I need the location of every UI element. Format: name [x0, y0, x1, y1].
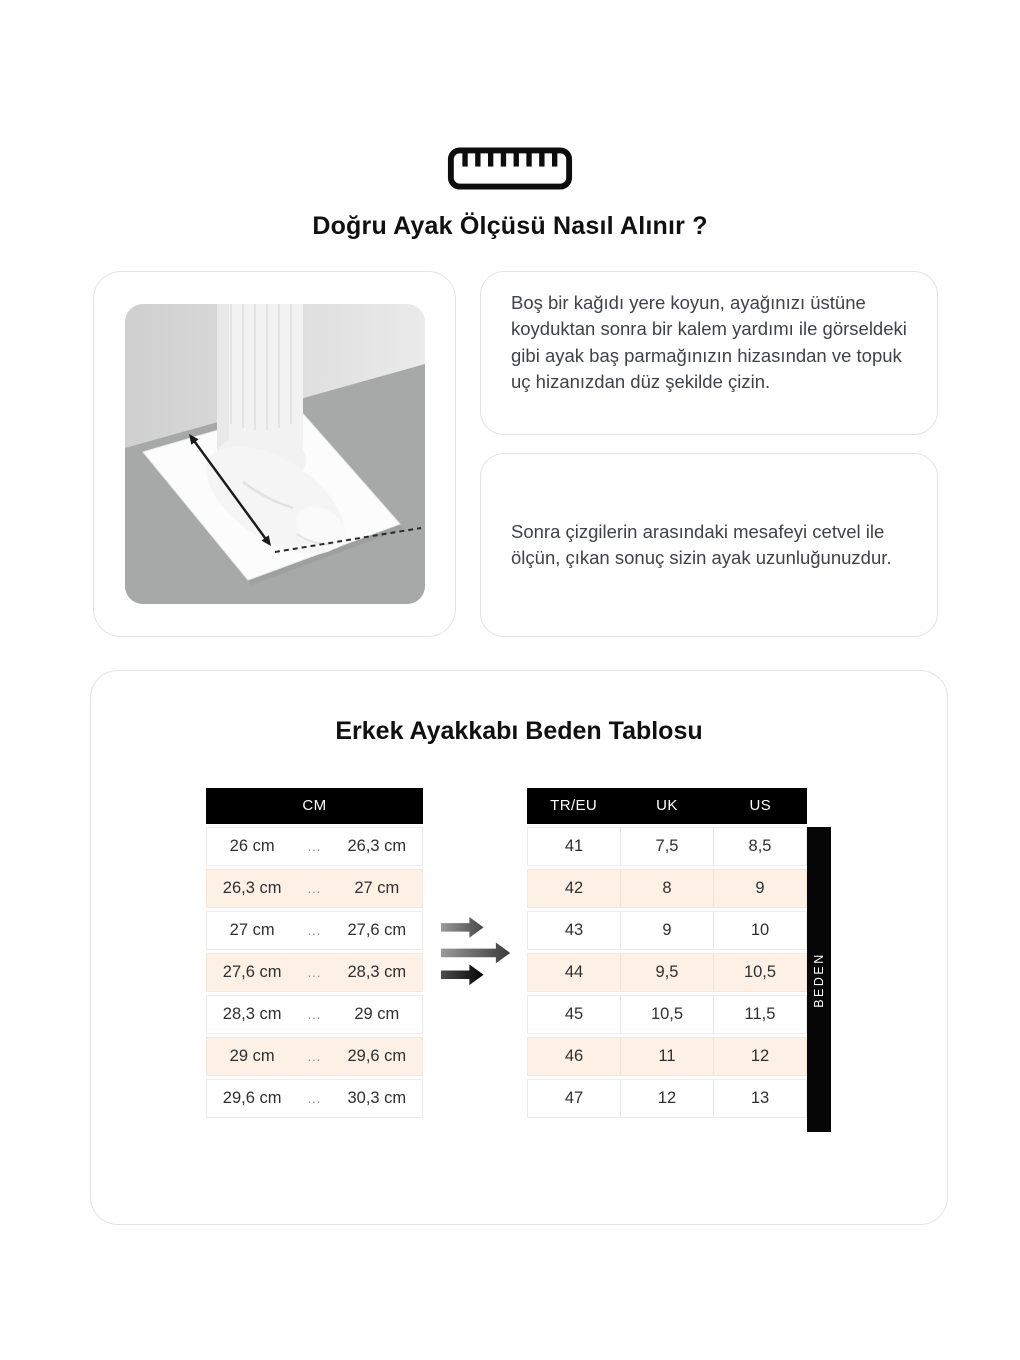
instruction-step-2: [480, 453, 938, 637]
intl-size-table: [527, 788, 807, 1132]
measurement-guide-section: [93, 271, 938, 637]
table-row: [527, 995, 807, 1034]
ruler-icon-wrap: [0, 0, 1020, 190]
intl-table-header: [527, 788, 807, 824]
header-us: US: [749, 797, 772, 814]
cm-from: 26,3 cm: [222, 879, 282, 897]
foot-measurement-photo-card: [93, 271, 456, 637]
cm-to: 27,6 cm: [347, 921, 407, 939]
size-uk: 10,5: [620, 996, 713, 1033]
header-uk: UK: [656, 797, 678, 814]
beden-label-text: BEDEN: [812, 951, 826, 1008]
table-row: [206, 1037, 423, 1076]
intl-table-group: [527, 788, 831, 1132]
size-uk: 12: [620, 1080, 713, 1117]
cm-table-header: CM: [206, 788, 423, 824]
table-row: [206, 869, 423, 908]
header-tr-eu: TR/EU: [550, 797, 598, 814]
size-us: 10,5: [713, 954, 806, 991]
range-dots: ...: [307, 1049, 322, 1064]
cm-to: 27 cm: [354, 879, 400, 897]
table-row: [206, 911, 423, 950]
size-tr: 42: [564, 879, 584, 897]
size-tr: 47: [564, 1089, 584, 1107]
cm-from: 26 cm: [229, 837, 275, 855]
cm-table: [206, 788, 423, 1121]
size-uk: 8: [620, 870, 713, 907]
size-tr: 41: [564, 837, 584, 855]
cm-from: 27,6 cm: [222, 963, 282, 981]
size-tr: 44: [564, 963, 584, 981]
size-us: 11,5: [713, 996, 806, 1033]
range-dots: ...: [307, 1007, 322, 1022]
range-dots: ...: [307, 1091, 322, 1106]
table-row: [527, 953, 807, 992]
cm-to: 28,3 cm: [347, 963, 407, 981]
cm-from: 29,6 cm: [222, 1089, 282, 1107]
range-dots: ...: [307, 965, 322, 980]
page-title: Doğru Ayak Ölçüsü Nasıl Alınır ?: [312, 212, 708, 240]
size-table-title: Erkek Ayakkabı Beden Tablosu: [335, 717, 703, 745]
ruler-icon: [447, 147, 573, 190]
foot-measurement-photo: [125, 304, 425, 604]
size-us: 12: [713, 1038, 806, 1075]
cm-to: 29,6 cm: [347, 1047, 407, 1065]
size-tables: [206, 788, 947, 1132]
range-dots: ...: [307, 839, 322, 854]
instruction-step-1: [480, 271, 938, 435]
cm-from: 28,3 cm: [222, 1005, 282, 1023]
table-row: [527, 827, 807, 866]
instruction-step-1-text: Boş bir kağıdı yere koyun, ayağınızı üstüne koyduktan sonra bir kalem yardımı ile görseldeki gibi ayak baş parmağınızın hizasından ve topuk uç hizanızdan düz şekilde çizin.: [511, 292, 907, 392]
size-uk: 7,5: [620, 828, 713, 865]
table-row: [527, 869, 807, 908]
range-dots: ...: [307, 881, 322, 896]
size-tr: 45: [564, 1005, 584, 1023]
convert-arrows-icon: [440, 916, 512, 993]
size-uk: 9,5: [620, 954, 713, 991]
table-row: [206, 953, 423, 992]
range-dots: ...: [307, 923, 322, 938]
table-row: [527, 1079, 807, 1118]
cm-to: 30,3 cm: [347, 1089, 407, 1107]
cm-to: 26,3 cm: [347, 837, 407, 855]
size-tr: 43: [564, 921, 584, 939]
table-row: [206, 827, 423, 866]
table-row: [206, 1079, 423, 1118]
size-table-section: [90, 670, 948, 1225]
instruction-step-2-text: Sonra çizgilerin arasındaki mesafeyi cetvel ile ölçün, çıkan sonuç sizin ayak uzunluğunuzdur.: [511, 520, 892, 568]
table-row: [206, 995, 423, 1034]
beden-side-label: [807, 827, 831, 1132]
guide-text-column: [480, 271, 938, 637]
size-us: 9: [713, 870, 806, 907]
cm-from: 29 cm: [229, 1047, 275, 1065]
size-us: 13: [713, 1080, 806, 1117]
table-row: [527, 1037, 807, 1076]
table-row: [527, 911, 807, 950]
size-us: 10: [713, 912, 806, 949]
size-us: 8,5: [713, 828, 806, 865]
size-tr: 46: [564, 1047, 584, 1065]
cm-to: 29 cm: [354, 1005, 400, 1023]
size-uk: 9: [620, 912, 713, 949]
cm-from: 27 cm: [229, 921, 275, 939]
size-uk: 11: [620, 1038, 713, 1075]
